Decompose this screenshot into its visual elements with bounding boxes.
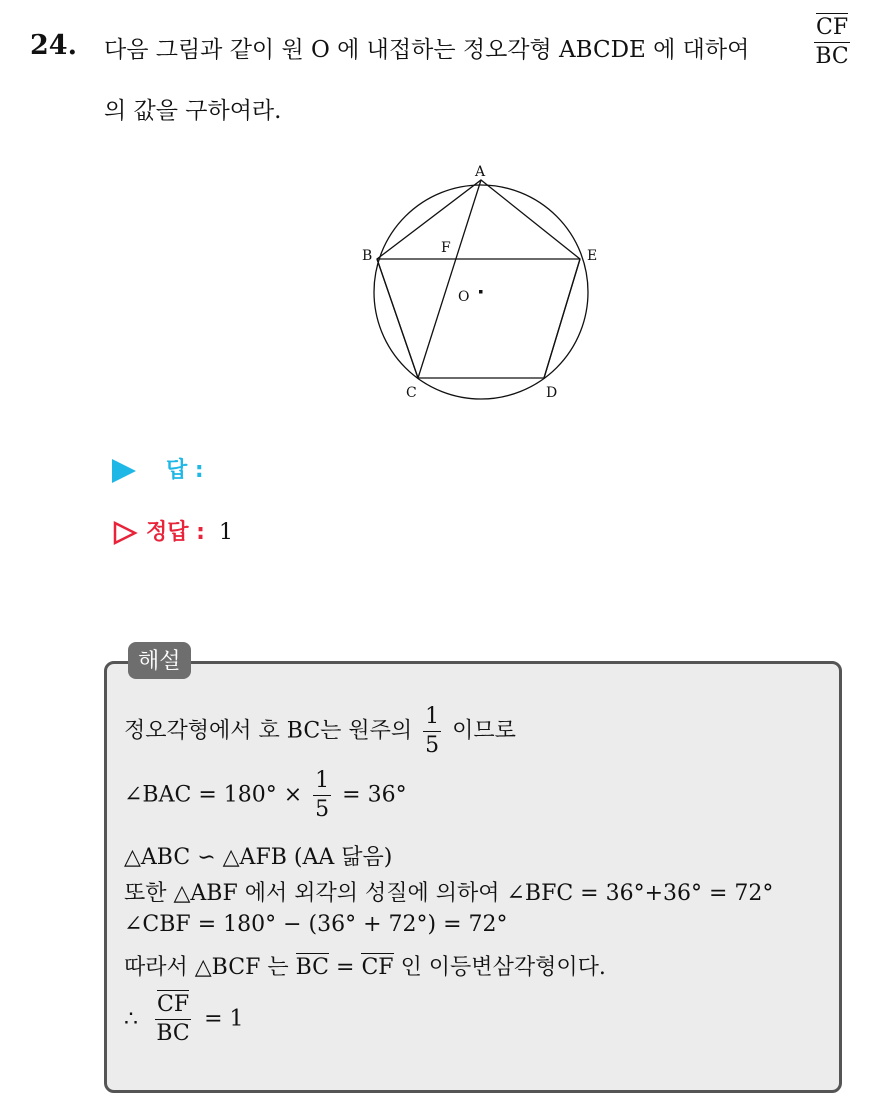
question-fraction-denominator: BC xyxy=(815,44,849,69)
correct-answer-row xyxy=(112,515,233,546)
solution-line-6: 따라서 △BCF 는 BC = CF 인 이등변삼각형이다. xyxy=(124,955,606,980)
label-b: B xyxy=(362,248,373,264)
label-a: A xyxy=(475,164,486,180)
outline-triangle-icon xyxy=(112,520,138,546)
question-fraction xyxy=(814,17,850,68)
solution-line-1: 정오각형에서 호 BC는 원주의 $\frac{1}{5}$ 이므로 xyxy=(124,704,516,758)
solution-line-7: ∴ $\frac{CF}{BC}$ = 1 xyxy=(124,992,244,1046)
solution-tag: 해설 xyxy=(128,642,191,679)
question-text-line1: 다음 그림과 같이 원 O 에 내접하는 정오각형 ABCDE 에 대하여 xyxy=(104,37,750,63)
label-d: D xyxy=(546,385,558,401)
diagonal-ac xyxy=(418,180,481,378)
label-c: C xyxy=(406,385,417,401)
correct-answer-label: 정답 : xyxy=(146,520,205,545)
correct-answer-value: 1 xyxy=(218,520,233,545)
solution-line-4: 또한 △ABF 에서 외각의 성질에 의하여 ∠BFC = 36°+36° = 72° xyxy=(124,881,774,906)
label-o: O xyxy=(458,289,470,305)
solution-line-3: △ABC ∽ △AFB (AA 닮음) xyxy=(124,845,393,870)
side-bc xyxy=(377,259,418,378)
solution-line-7-fraction: $\frac{CF}{BC}$ xyxy=(156,992,190,1046)
play-triangle-icon xyxy=(112,459,136,483)
label-e: E xyxy=(587,248,598,264)
question-number: 24. xyxy=(30,30,77,61)
question-text-line2: 의 값을 구하여라. xyxy=(104,98,282,124)
solution-line-1-fraction: $\frac{1}{5}$ xyxy=(425,704,440,758)
answer-row xyxy=(112,453,204,484)
answer-label: 답 : xyxy=(166,458,204,483)
question-fraction-numerator: CF xyxy=(814,17,850,43)
solution-line-2-fraction: $\frac{1}{5}$ xyxy=(315,768,330,822)
side-ed xyxy=(544,259,580,378)
pentagon-figure xyxy=(355,158,615,408)
solution-line-2: ∠BAC = 180° × $\frac{1}{5}$ = 36° xyxy=(124,768,407,822)
solution-line-5: ∠CBF = 180° − (36° + 72°) = 72° xyxy=(124,912,508,937)
label-f: F xyxy=(441,240,451,256)
center-dot xyxy=(479,290,483,294)
